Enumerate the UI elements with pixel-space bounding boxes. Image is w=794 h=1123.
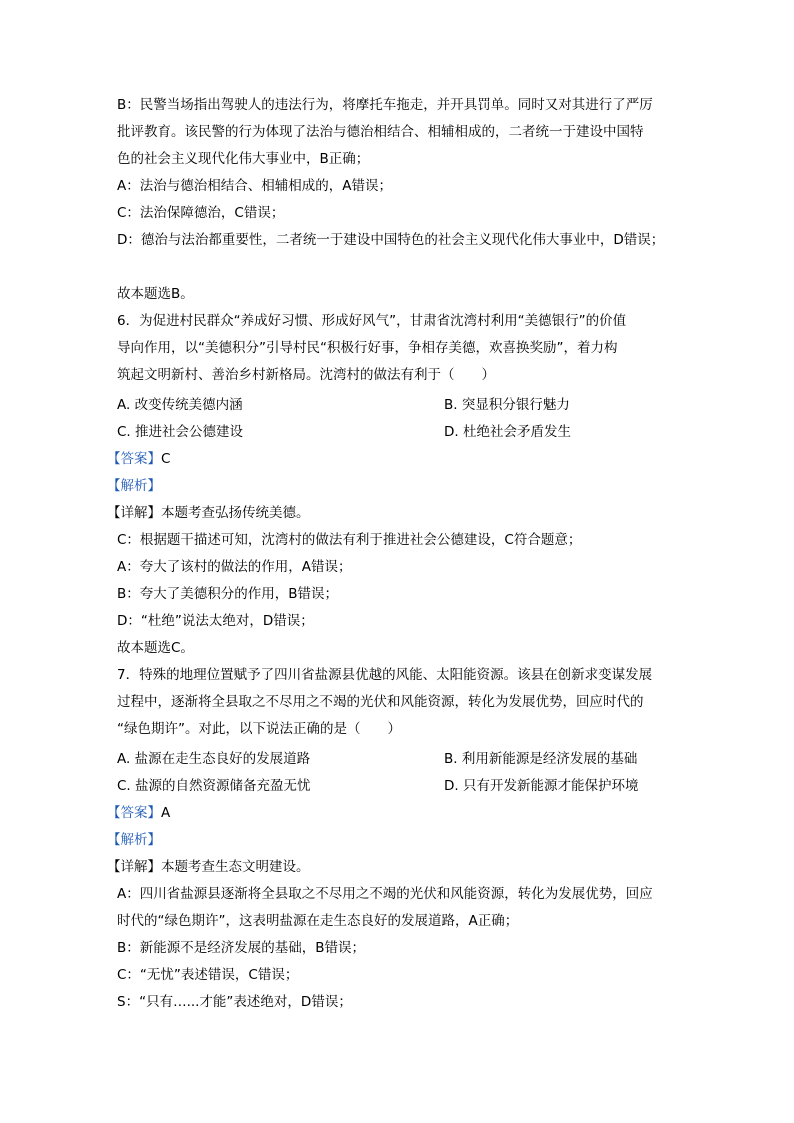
- question-6-explain: A：夸大了该村的做法的作用，A错误；: [117, 559, 352, 575]
- question-7-option-a: A. 盐源在走生态良好的发展道路: [117, 751, 311, 767]
- answer-value: C: [161, 451, 171, 467]
- answer-value: A: [161, 805, 171, 821]
- question-7-analysis: [107, 831, 161, 849]
- question-6-analysis: [107, 477, 161, 495]
- question-7-explain: A：四川省盐源县逐渐将全县取之不尽用之不竭的光伏和风能资源，转化为发展优势，回应: [117, 886, 653, 902]
- text-line: 色的社会主义现代化伟大事业中，B正确；: [117, 151, 370, 167]
- question-7-option-d: D. 只有开发新能源才能保护环境: [444, 778, 639, 794]
- question-6-answer: [107, 450, 170, 468]
- question-7-option-b: B. 利用新能源是经济发展的基础: [444, 751, 638, 767]
- text-line: B：民警当场指出驾驶人的违法行为，将摩托车拖走，并开具罚单。同时又对其进行了严厉: [117, 97, 653, 113]
- question-7-explain: S：“只有…...才能”表述绝对，D错误；: [117, 994, 352, 1010]
- detail-tag: 【详解】: [107, 859, 161, 875]
- question-7-explain: B：新能源不是经济发展的基础，B错误；: [117, 940, 366, 956]
- detail-tag: 【详解】: [107, 505, 161, 521]
- question-7-stem: 过程中，逐渐将全县取之不尽用之不竭的光伏和风能资源，转化为发展优势，回应时代的: [117, 694, 644, 710]
- text-line: A：法治与德治相结合、相辅相成的，A错误；: [117, 178, 392, 194]
- text-line: D：德治与法治都重要性，二者统一于建设中国特色的社会主义现代化伟大事业中，D错误；: [117, 232, 665, 248]
- question-6-explain: C：根据题干描述可知，沈湾村的做法有利于推进社会公德建设，C符合题意；: [117, 532, 582, 548]
- answer-tag: 【答案】: [107, 451, 161, 467]
- question-6-stem: 导向作用，以“美德积分”引导村民“积极行好事，争相存美德，欢喜换奖励”，着力构: [117, 340, 618, 356]
- analysis-tag: 【解析】: [107, 478, 161, 494]
- question-6-explain: B：夸大了美德积分的作用，B错误；: [117, 586, 339, 602]
- question-6-option-d: D. 杜绝社会矛盾发生: [444, 424, 571, 440]
- answer-tag: 【答案】: [107, 805, 161, 821]
- question-6-stem: 6．为促进村民群众“养成好习惯、形成好风气”，甘肃省沈湾村利用“美德银行”的价值: [117, 313, 627, 329]
- detail-text: 本题考查生态文明建设。: [161, 859, 310, 875]
- detail-text: 本题考查弘扬传统美德。: [161, 505, 310, 521]
- question-7-stem: “绿色期许”。对此，以下说法正确的是（ ）: [117, 721, 401, 737]
- text-line: 批评教育。该民警的行为体现了法治与德治相结合、相辅相成的，二者统一于建设中国特: [117, 124, 644, 140]
- question-7-stem: 7．特殊的地理位置赋予了四川省盐源县优越的风能、太阳能资源。该县在创新求变谋发展: [117, 667, 653, 683]
- analysis-tag: 【解析】: [107, 832, 161, 848]
- question-6-stem: 筑起文明新村、善治乡村新格局。沈湾村的做法有利于（ ）: [117, 367, 495, 383]
- question-7-option-c: C. 盐源的自然资源储备充盈无忧: [117, 778, 311, 794]
- question-6-detail: [107, 504, 310, 522]
- question-6-option-c: C. 推进社会公德建设: [117, 424, 244, 440]
- question-7-detail: [107, 858, 310, 876]
- question-6-option-a: A. 改变传统美德内涵: [117, 397, 243, 413]
- text-line: C：法治保障德治，C错误；: [117, 205, 285, 221]
- text-line: 故本题选B。: [117, 286, 194, 302]
- question-6-explain: 故本题选C。: [117, 640, 194, 656]
- question-7-explain: 时代的“绿色期许”，这表明盐源在走生态良好的发展道路，A正确；: [117, 913, 519, 929]
- question-7-answer: [107, 804, 170, 822]
- question-7-explain: C：“无忧”表述错误，C错误；: [117, 967, 299, 983]
- question-6-option-b: B. 突显积分银行魅力: [444, 397, 570, 413]
- question-6-explain: D：“杜绝”说法太绝对，D错误；: [117, 613, 314, 629]
